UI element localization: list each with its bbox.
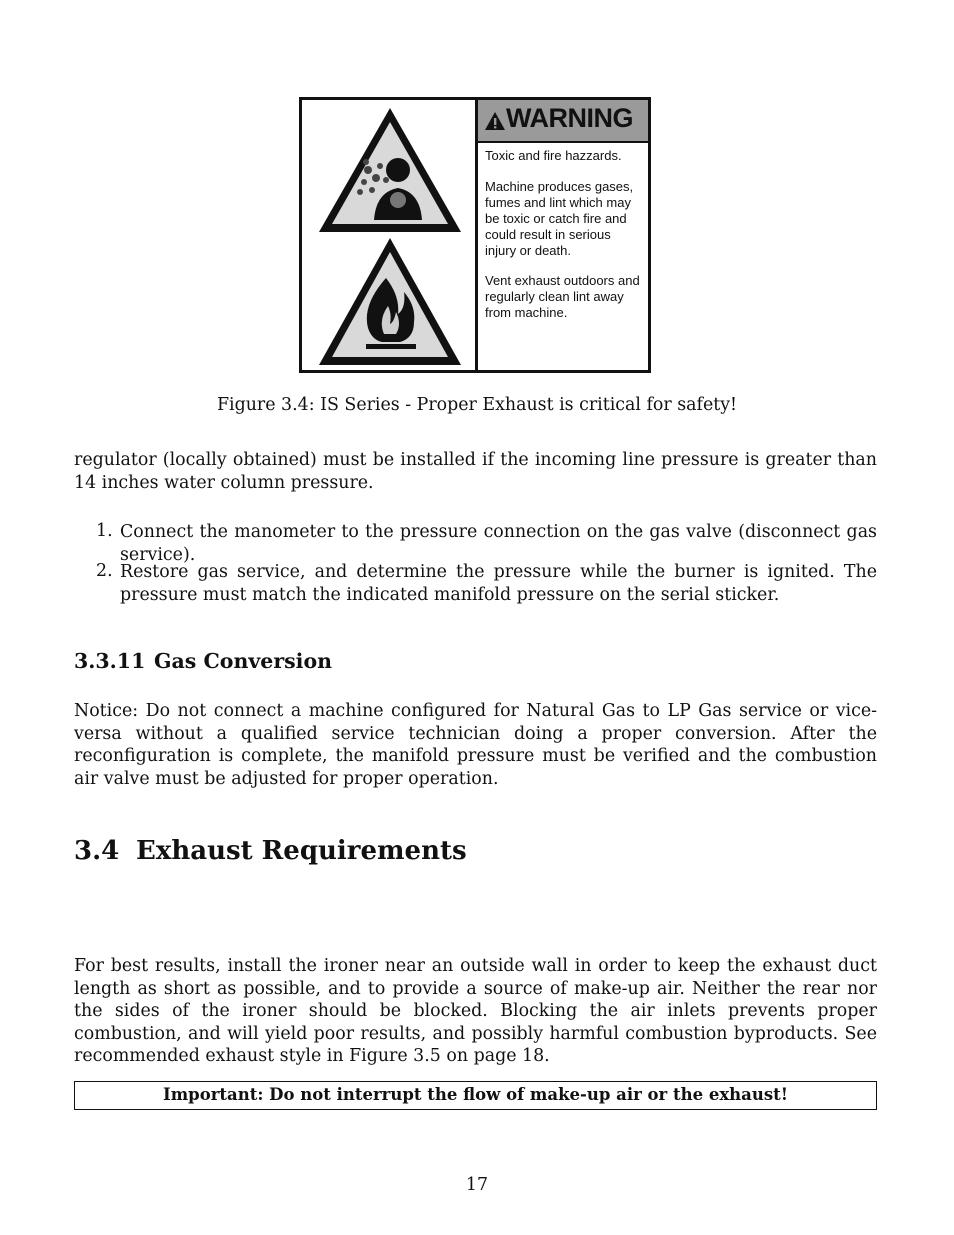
- step-text: Restore gas service, and determine the pressure while the burner is ignited. The pressure must match the indicated manifold pressure on the serial sticker.: [120, 562, 877, 605]
- important-notice: Important: Do not interrupt the flow of make-up air or the exhaust!: [74, 1081, 877, 1110]
- figure-caption: Figure 3.4: IS Series - Proper Exhaust is critical for safety!: [216, 395, 738, 415]
- section-heading: [74, 836, 467, 866]
- section-title: Exhaust Requirements: [136, 836, 467, 866]
- step-number: 2.: [96, 561, 113, 581]
- toxic-fumes-hazard-icon: [319, 108, 461, 232]
- warning-description: Machine produces gases, fumes and lint which may be toxic or catch fire and could result in serious injury or death.: [485, 179, 634, 258]
- step-text: Connect the manometer to the pressure connection on the gas valve (disconnect gas service).: [120, 522, 877, 565]
- page-number: 17: [465, 1175, 489, 1195]
- section-number: 3.4: [74, 836, 120, 866]
- section-body: For best results, install the ironer near an outside wall in order to keep the exhaust duct length as short as possible, and to provide a source of make-up air. Neither the rear nor the sides of the ironer should be blocked. Blocking the air inlets prevents proper combustion, and will yield poor results, and possibly harmful combustion byproducts. See recommended exhaust style in Figure 3.5 on page 18.: [74, 956, 877, 1066]
- intro-paragraph: regulator (locally obtained) must be installed if the incoming line pressure is greater than 14 inches water column pressure.: [74, 450, 877, 493]
- fire-hazard-icon: [319, 238, 461, 365]
- warning-headline: Toxic and fire hazzards.: [485, 148, 622, 163]
- warning-title: WARNING: [506, 103, 633, 133]
- subsection-body: Notice: Do not connect a machine configured for Natural Gas to LP Gas service or vice-versa without a qualified service technician doing a proper conversion. After the reconfiguration is complete, the manifold pressure must be verified and the combustion air valve must be adjusted for proper operation.: [74, 701, 877, 789]
- warning-triangle-icon: [484, 111, 506, 131]
- warning-figure: [299, 97, 651, 373]
- subsection-heading: [74, 649, 332, 673]
- hazard-pictograms: [302, 100, 475, 370]
- step-number: 1.: [96, 521, 113, 541]
- warning-instruction: Vent exhaust outdoors and regularly clean lint away from machine.: [485, 273, 640, 320]
- warning-header: [478, 100, 648, 143]
- subsection-title: Gas Conversion: [154, 649, 333, 673]
- subsection-number: 3.3.11: [74, 649, 146, 673]
